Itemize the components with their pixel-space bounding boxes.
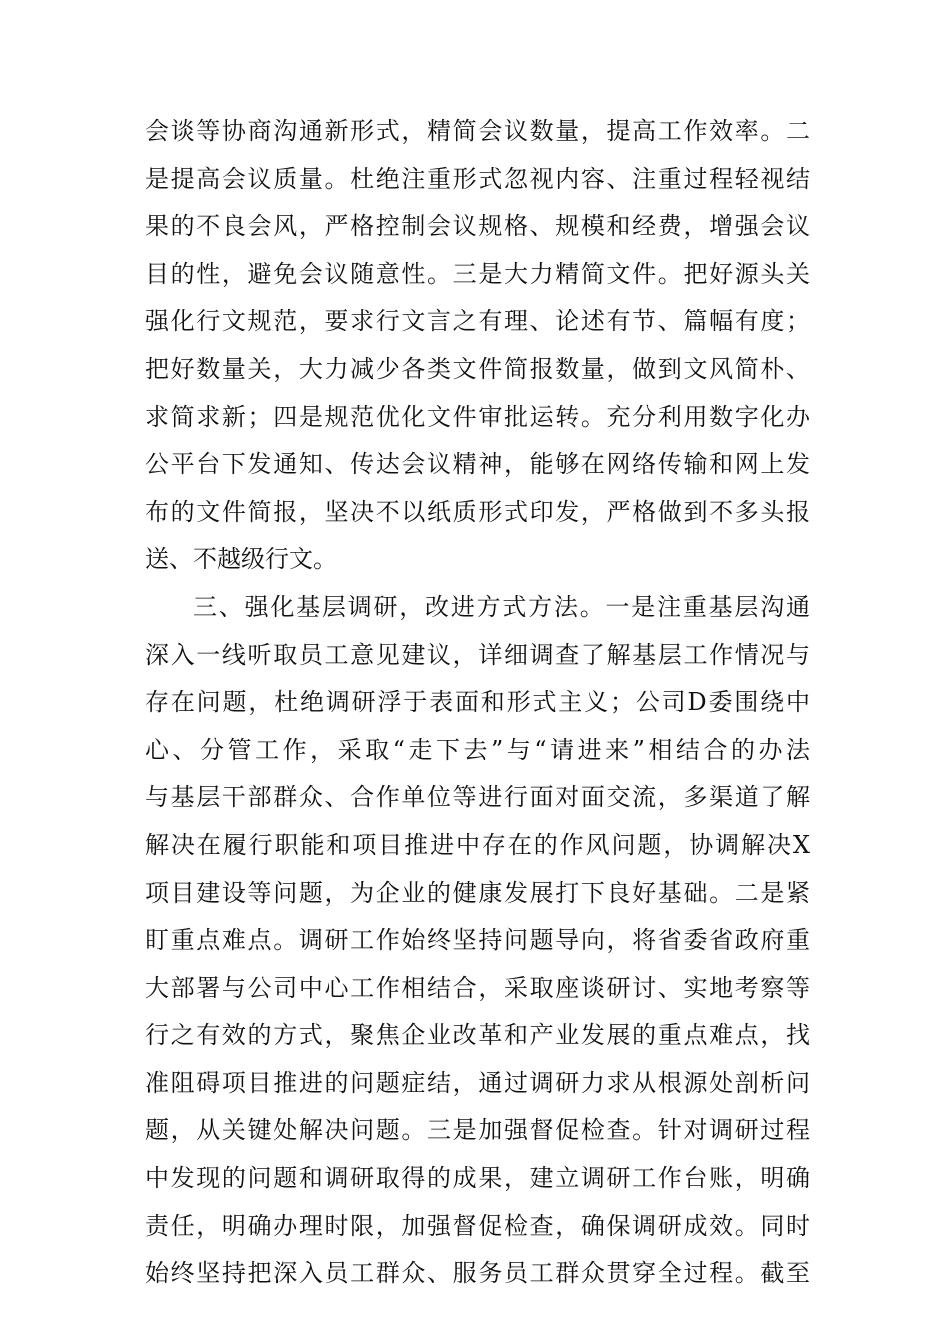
text-line: 深入一线听取员工意见建议，详细调查了解基层工作情况与 xyxy=(145,640,810,669)
text-line: 大部署与公司中心工作相结合，采取座谈研讨、实地考察等 xyxy=(145,973,810,1002)
text-line: 求简求新；四是规范优化文件审批运转。充分利用数字化办 xyxy=(145,402,810,431)
text-line: 责任，明确办理时限，加强督促检查，确保调研成效。同时 xyxy=(145,1211,810,1240)
paragraph-continuation xyxy=(145,108,810,584)
text-line: 题，从关键处解决问题。三是加强督促检查。针对调研过程 xyxy=(145,1116,810,1145)
text-line: 行之有效的方式，聚焦企业改革和产业发展的重点难点，找 xyxy=(145,1021,810,1050)
text-line: 果的不良会风，严格控制会议规格、规模和经费，增强会议 xyxy=(145,212,810,241)
body-text xyxy=(145,108,810,1298)
section-heading-line: 三、强化基层调研，改进方式方法。一是注重基层沟通 xyxy=(193,592,810,621)
text-line: 强化行文规范，要求行文言之有理、论述有节、篇幅有度； xyxy=(145,307,810,336)
text-line: 心、分管工作，采取“走下去”与“请进来”相结合的办法 xyxy=(145,735,810,764)
text-line: 公平台下发通知、传达会议精神，能够在网络传输和网上发 xyxy=(145,450,810,479)
text-line: 盯重点难点。调研工作始终坚持问题导向，将省委省政府重 xyxy=(145,926,810,955)
text-line: 布的文件简报，坚决不以纸质形式印发，严格做到不多头报 xyxy=(145,497,810,526)
text-line: 存在问题，杜绝调研浮于表面和形式主义；公司D委围绕中 xyxy=(145,688,810,717)
text-line: 送、不越级行文。 xyxy=(145,545,337,574)
text-line: 与基层干部群众、合作单位等进行面对面交流，多渠道了解 xyxy=(145,783,810,812)
text-line: 目的性，避免会议随意性。三是大力精简文件。把好源头关 xyxy=(145,259,810,288)
text-line: 项目建设等问题，为企业的健康发展打下良好基础。二是紧 xyxy=(145,878,810,907)
text-line: 解决在履行职能和项目推进中存在的作风问题，协调解决X xyxy=(145,830,810,859)
text-line: 会谈等协商沟通新形式，精简会议数量，提高工作效率。二 xyxy=(145,117,810,145)
text-line: 把好数量关，大力减少各类文件简报数量，做到文风简朴、 xyxy=(145,354,810,383)
text-line: 是提高会议质量。杜绝注重形式忽视内容、注重过程轻视结 xyxy=(145,164,810,193)
text-line: 始终坚持把深入员工群众、服务员工群众贯穿全过程。截至 xyxy=(145,1259,810,1288)
text-line: 中发现的问题和调研取得的成果，建立调研工作台账，明确 xyxy=(145,1164,810,1193)
paragraph-section-3 xyxy=(145,584,810,1298)
text-line: 准阻碍项目推进的问题症结，通过调研力求从根源处剖析问 xyxy=(145,1068,810,1097)
